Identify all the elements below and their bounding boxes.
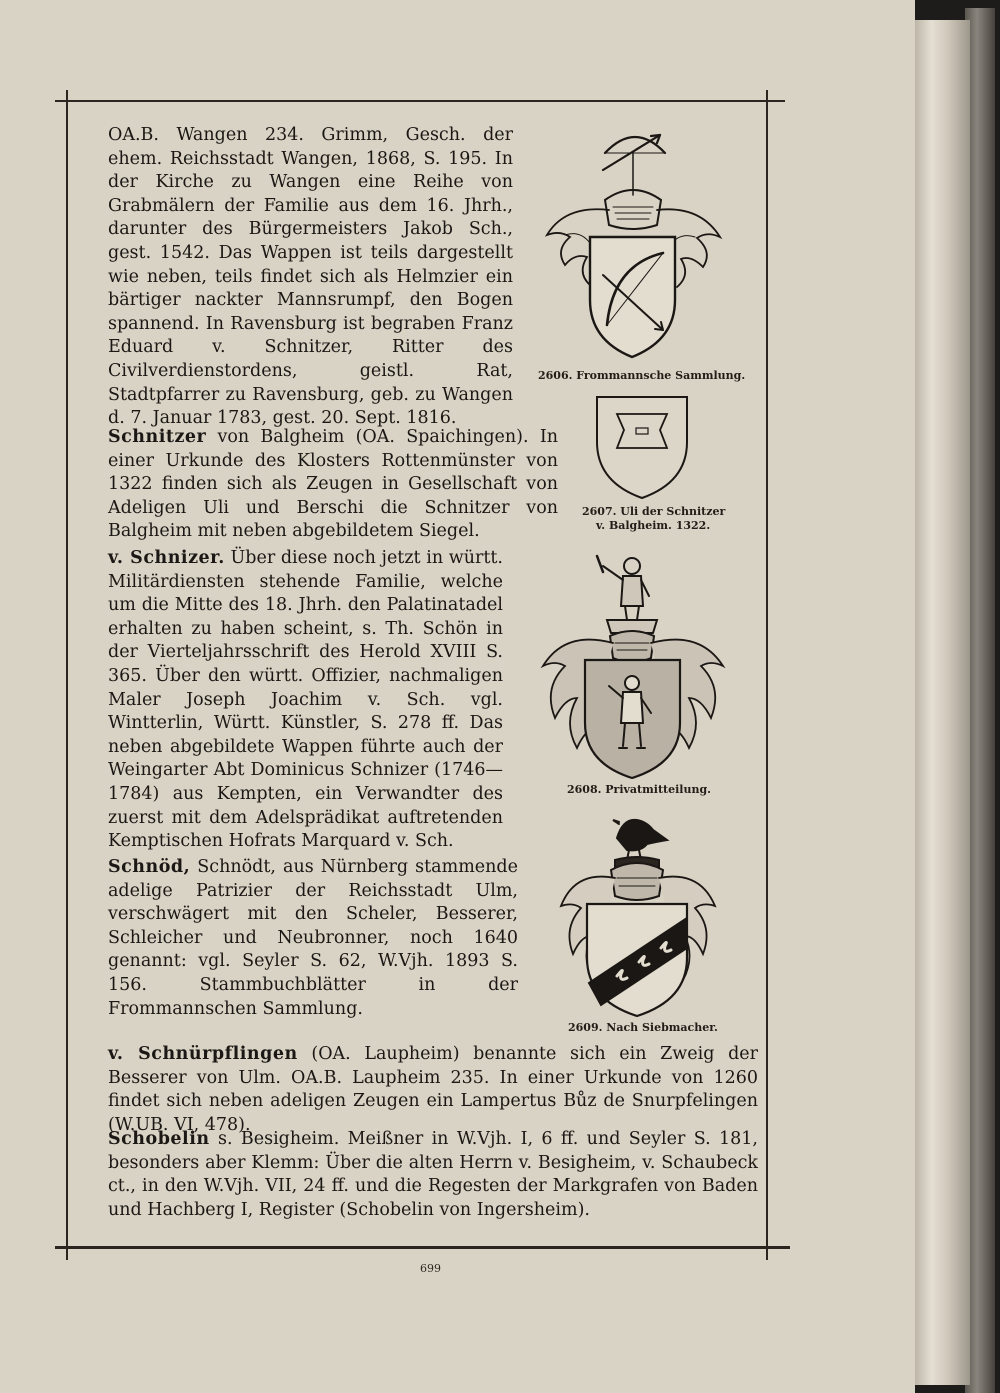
- figure-caption: 2606. Frommannsche Sammlung.: [538, 369, 746, 382]
- entry-headword: v. Schnizer.: [108, 548, 225, 568]
- entry-schnoed: [108, 856, 518, 1021]
- entry-schobelin: [108, 1128, 758, 1222]
- entry-headword: Schnöd,: [108, 857, 191, 877]
- entry-headword: Schnitzer: [108, 427, 207, 447]
- entry-text: Über diese noch jetzt in württ. Militärdiensten stehende Familie, welche um die Mitte des 18. Jhrh. den Palatinatadel erhalten zu haben scheint, s. Th. Schön in der Vierteljahrsschrift des Herold XVIII S. 365. Über den württ. Offizier, nachmaligen Maler Joseph Joachim v. Sch. vgl. Wintterlin, Württ. Künstler, S. 278 ff. Das neben abgebildete Wappen führte auch der Weingarter Abt Dominicus Schnizer (1746—1784) aus Kempten, ein Verwandter des zuerst mit dem Adelsprädikat auftretenden Kemptischen Hofrats Marquard v. Sch.: [108, 548, 503, 852]
- coat-of-arms-bow-and-arrow-illustration: [535, 125, 730, 365]
- page-number: 699: [420, 1262, 441, 1275]
- figure-caption: 2607. Uli der Schnitzer: [582, 505, 726, 518]
- entry-v-schnizer: [108, 547, 503, 854]
- entry-headword: Schobelin: [108, 1129, 210, 1149]
- entry-text: von Balgheim (OA. Spaichingen). In einer Urkunde des Klosters Rottenmünster von 1322 finden sich als Zeugen in Gesellschaft von Adeligen Uli und Berschi die Schnitzer von Balgheim mit neben abgebildetem Siegel.: [108, 427, 558, 542]
- entry-text: s. Besigheim. Meißner in W.Vjh. I, 6 ff. und Seyler S. 181, besonders aber Klemm: Über die alten Herrn v. Besigheim, v. Schaubeck ct., in den W.Vjh. VII, 24 ff. und die Regesten der Markgrafen von Baden und Hachberg I, Register (Schobelin von Ingersheim).: [108, 1129, 758, 1220]
- seal-shield-illustration: [592, 392, 692, 502]
- coat-of-arms-figure-crest-illustration: [535, 548, 730, 780]
- entry-headword: v. Schnürpflingen: [108, 1044, 298, 1064]
- entry-text: Schnödt, aus Nürnberg stammende adelige Patrizier der Reichsstadt Ulm, verschwägert mit den Scheler, Besserer, Schleicher und Neubronner, noch 1640 genannt: vgl. Seyler S. 62, W.Vjh. 1893 S. 156. Stammbuchblätter in der Frommannschen Sammlung.: [108, 857, 518, 1019]
- paragraph-text: OA.B. Wangen 234. Grimm, Gesch. der ehem. Reichsstadt Wangen, 1868, S. 195. In der Kirche zu Wangen eine Reihe von Grabmälern der Familie aus dem 16. Jhrh., darunter des Bürgermeisters Jakob Sch., gest. 1542. Das Wappen ist teils dargestellt wie neben, teils findet sich als Helmzier ein bärtiger nackter Mannsrumpf, den Bogen spannend. In Ravensburg ist begraben Franz Eduard v. Schnitzer, Ritter des Civilverdienstordens, geistl. Rat, Stadtpfarrer zu Ravensburg, geb. zu Wangen d. 7. Januar 1783, gest. 20. Sept. 1816.: [108, 125, 513, 429]
- frame-left-rule: [66, 90, 68, 1260]
- frame-top-rule: [55, 100, 785, 102]
- entry-text: (OA. Laupheim) benannte sich ein Zweig der Besserer von Ulm. OA.B. Laupheim 235. In einer Urkunde von 1260 findet sich neben adeligen Zeugen ein Lampertus Bůz de Snurpfelingen (W.UB. VI, 478).: [108, 1044, 758, 1135]
- figure-caption: 2608. Privatmitteilung.: [567, 783, 711, 796]
- entry-schnitzer-balgheim: [108, 426, 558, 544]
- frame-right-rule: [766, 90, 768, 1260]
- figure-caption: 2609. Nach Siebmacher.: [568, 1021, 718, 1034]
- page-stack-edge: [915, 20, 970, 1385]
- coat-of-arms-bird-crest-illustration: [555, 808, 720, 1018]
- paragraph-wangen: [108, 124, 513, 431]
- figure-caption: v. Balgheim. 1322.: [596, 519, 711, 532]
- frame-bottom-rule: [55, 1246, 790, 1249]
- entry-v-schnuerpflingen: [108, 1043, 758, 1137]
